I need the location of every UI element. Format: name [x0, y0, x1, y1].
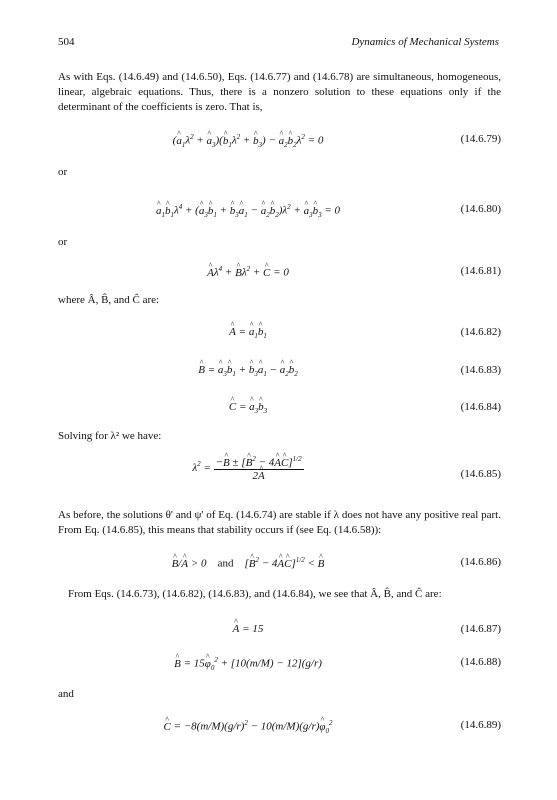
- equation-14-6-87: ^ A = 15 (14.6.87): [58, 620, 501, 642]
- conjunction: and: [217, 557, 234, 570]
- page-number: 504: [58, 36, 75, 48]
- paragraph-intro: As with Eqs. (14.6.49) and (14.6.50), Eqs. (14.6.77) and (14.6.78) are simultaneous, homogeneous, linear, algebraic equations. Thus, there is a nonzero solution to these equations only if the determinant of the coefficients is zero. That is,: [58, 71, 501, 113]
- equation-14-6-85: $\lambda^2$ = $\frac{-\^{} B \pm [\^{} B^2 - 4\^{} A\^{} C]^{1/2}}{2\^{} A}$ (14.6.85): [58, 455, 501, 495]
- equation-14-6-89: ^ $C = -8(m/M)(g/r)^2$ − 10(m/M)(g/r)^ $\varphi_0^2$ (14.6.89): [58, 716, 501, 738]
- paragraph-stability: As before, the solutions θ' and ψ' of Eq. (14.6.74) are stable if λ does not have any positive real part. From Eq. (14.6.85), this means that stability occurs if (see Eq. (14.6.58)):: [58, 509, 501, 536]
- equation-number: (14.6.85): [460, 468, 501, 480]
- where-line: where Â, B̂, and Ĉ are:: [58, 294, 160, 306]
- equation-14-6-86: ^ B/^ A > 0 and [^ $B^2$ − 4^ A^ C]$^{1/2}$ < ^ B (14.6.86): [58, 553, 501, 575]
- equation-14-6-79: (^ $a_1\lambda^2$ + ^ $a_3)(\^{}$ $b_1\lambda^2$ + ^ $b_3$) − ^ $a_2\^{}$ $b_2\lambda^2 = 0$ (14.6.79): [58, 130, 501, 152]
- equation-number: (14.6.83): [460, 364, 501, 376]
- equation-number: (14.6.79): [460, 133, 501, 145]
- equation-14-6-82: ^ A = ^ $a_1\^{}$ $b_1$ (14.6.82): [58, 323, 501, 345]
- equation-14-6-84: ^ C = ^ $a_3\^{}$ $b_3$ (14.6.84): [58, 398, 501, 420]
- equation-14-6-88: ^ B = 15^ $\varphi_0^2 + [10(m/M) - 12](g/r)$ (14.6.88): [58, 653, 501, 675]
- equation-14-6-81: ^ $A\lambda^4$ + ^ $B\lambda^2$ + ^ C = 0 (14.6.81): [58, 262, 501, 284]
- equation-number: (14.6.86): [460, 556, 501, 568]
- equation-number: (14.6.87): [460, 623, 501, 635]
- equation-number: (14.6.89): [460, 719, 501, 731]
- equation-14-6-80: ^ $a_1\^{}$ $b_1\lambda^4$ + (^ $a_3\^{}$ $b_1$ + ^ $b_3\^{}$ $a_1$ − ^ $a_2\^{}$ $b_2)\lambda^2$ + ^ $a_3\^{}$ $b_3 = 0$ (14.6.80): [58, 200, 501, 222]
- equation-number: (14.6.80): [460, 203, 501, 215]
- paragraph-from-eqs: From Eqs. (14.6.73), (14.6.82), (14.6.83), and (14.6.84), we see that Â, B̂, and Ĉ are:: [68, 588, 442, 600]
- connector-or: or: [58, 236, 68, 248]
- equation-number: (14.6.84): [460, 401, 501, 413]
- equation-number: (14.6.88): [460, 656, 501, 668]
- connector-and: and: [58, 688, 74, 700]
- equation-14-6-83: ^ B = ^ $a_3\^{}$ $b_1$ + ^ $b_3\^{}$ $a_1$ − ^ $a_2\^{}$ $b_2$ (14.6.83): [58, 361, 501, 383]
- connector-or: or: [58, 166, 68, 178]
- running-title: Dynamics of Mechanical Systems: [351, 36, 499, 48]
- equation-number: (14.6.82): [460, 326, 501, 338]
- equation-number: (14.6.81): [460, 265, 501, 277]
- solving-line: Solving for λ² we have:: [58, 430, 162, 442]
